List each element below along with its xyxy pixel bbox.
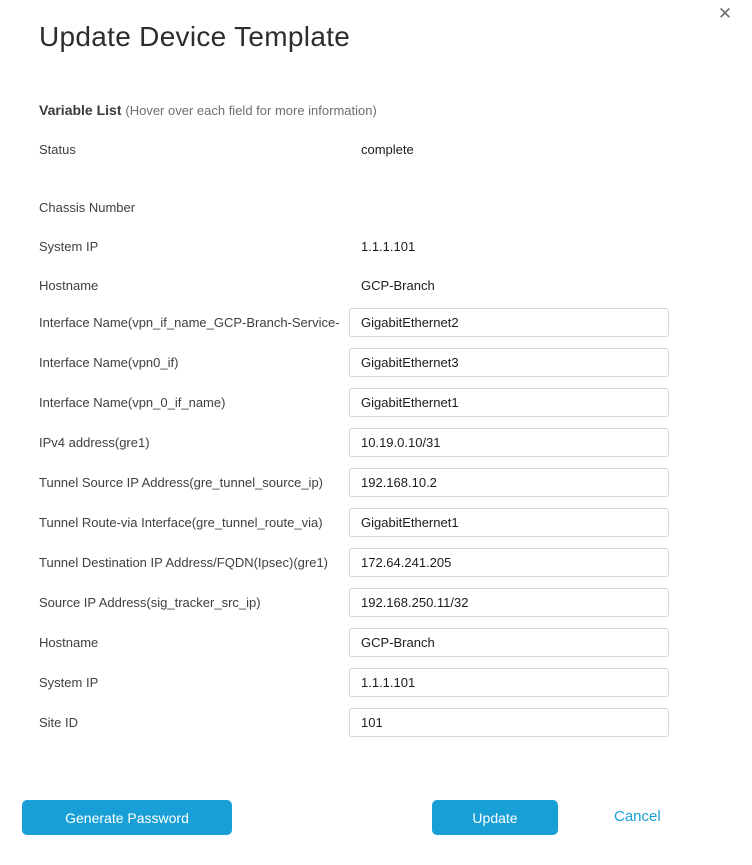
variable-row-vpn0-if (39, 347, 752, 377)
variable-value-system-ip: 1.1.1.101 (361, 238, 416, 254)
variable-row-system-ip (39, 236, 752, 256)
variable-input-gre-tunnel-source-ip[interactable] (349, 468, 669, 497)
variable-row-gre-tunnel-route-via (39, 507, 752, 537)
variable-list-heading (39, 102, 752, 119)
variable-row-hostname-2 (39, 627, 752, 657)
variable-rows (39, 139, 752, 737)
variable-row-gre1-tunnel-dest (39, 547, 752, 577)
variable-list-label: Variable List (39, 102, 122, 118)
variable-label-gre-tunnel-route-via: Tunnel Route-via Interface(gre_tunnel_route_via) (39, 514, 323, 530)
variable-row-site-id (39, 707, 752, 737)
variable-label-system-ip: System IP (39, 238, 99, 254)
variable-row-hostname (39, 275, 752, 295)
variable-label-ipv4-gre1: IPv4 address(gre1) (39, 434, 150, 450)
variable-label-gre1-tunnel-dest: Tunnel Destination IP Address/FQDN(Ipsec)(gre1) (39, 554, 329, 570)
variable-row-vpn-0-if-name (39, 387, 752, 417)
variable-row-status (39, 139, 752, 159)
variable-input-vpn0-if[interactable] (349, 348, 669, 377)
variable-input-gre-tunnel-route-via[interactable] (349, 508, 669, 537)
variable-row-gre-tunnel-source-ip (39, 467, 752, 497)
variable-label-vpn-0-if-name: Interface Name(vpn_0_if_name) (39, 394, 226, 410)
generate-password-button[interactable]: Generate Password (22, 800, 232, 835)
variable-row-chassis-number (39, 197, 752, 217)
variable-input-gre1-tunnel-dest[interactable] (349, 548, 669, 577)
variable-label-hostname-2: Hostname (39, 634, 99, 650)
variable-label-gre-tunnel-source-ip: Tunnel Source IP Address(gre_tunnel_source_ip) (39, 474, 324, 490)
page-title: Update Device Template (39, 21, 351, 52)
update-button[interactable]: Update (432, 800, 558, 835)
variable-row-vpn-if-name-service (39, 307, 752, 337)
variable-label-vpn0-if: Interface Name(vpn0_if) (39, 354, 179, 370)
dialog-footer (0, 800, 752, 836)
variable-input-sig-tracker-src-ip[interactable] (349, 588, 669, 617)
variable-input-vpn-0-if-name[interactable] (349, 388, 669, 417)
variable-row-ipv4-gre1 (39, 427, 752, 457)
variable-row-sig-tracker-src-ip (39, 587, 752, 617)
variable-input-vpn-if-name-service[interactable] (349, 308, 669, 337)
variable-label-vpn-if-name-service: Interface Name(vpn_if_name_GCP-Branch-Service- (39, 314, 340, 330)
variable-value-status: complete (361, 141, 414, 157)
variable-label-hostname: Hostname (39, 277, 99, 293)
variable-label-system-ip-2: System IP (39, 674, 99, 690)
variable-label-sig-tracker-src-ip: Source IP Address(sig_tracker_src_ip) (39, 594, 261, 610)
variable-label-status: Status (39, 141, 76, 157)
variable-value-hostname: GCP-Branch (361, 277, 435, 293)
variable-input-system-ip-2[interactable] (349, 668, 669, 697)
variable-input-site-id[interactable] (349, 708, 669, 737)
variable-row-system-ip-2 (39, 667, 752, 697)
variable-label-chassis-number: Chassis Number (39, 199, 136, 215)
close-icon[interactable]: ✕ (717, 4, 733, 23)
variable-input-hostname-2[interactable] (349, 628, 669, 657)
variable-input-ipv4-gre1[interactable] (349, 428, 669, 457)
variable-label-site-id: Site ID (39, 714, 79, 730)
variable-list-hint: (Hover over each field for more information) (125, 103, 377, 118)
cancel-button[interactable]: Cancel (614, 808, 661, 825)
